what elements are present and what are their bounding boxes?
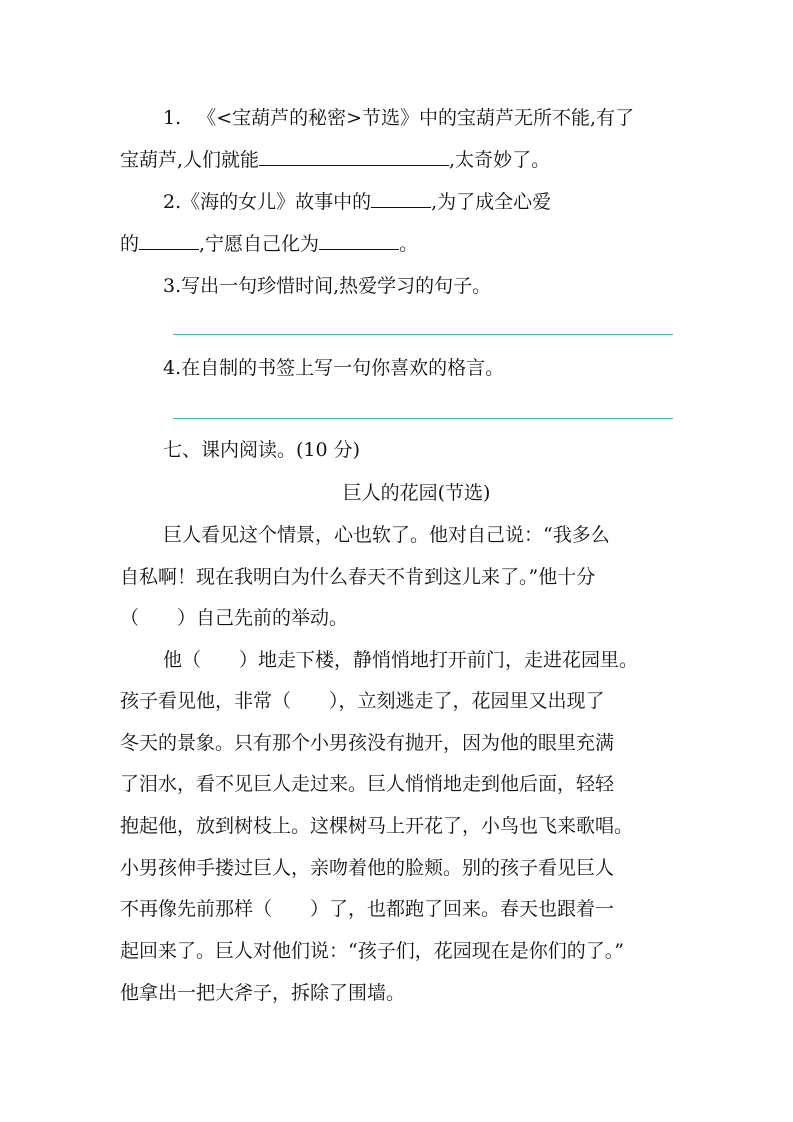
question-2-blank-1[interactable]	[371, 189, 431, 208]
passage-title: 巨人的花园(节选)	[342, 482, 491, 504]
passage-line-6: 冬天的景象。只有那个小男孩没有抛开，因为他的眼里充满	[120, 732, 615, 754]
question-1-number: 1.	[163, 107, 182, 129]
passage-line-2: 自私啊！现在我明白为什么春天不肯到这儿来了。”他十分	[120, 566, 596, 588]
question-2-blank-3[interactable]	[319, 231, 399, 250]
question-2-text-1: 2.《海的女儿》故事中的	[163, 191, 372, 213]
question-4: 4.在自制的书签上写一句你喜欢的格言。	[163, 357, 505, 379]
passage-line-10: 不再像先前那样（ ）了，也都跑了回来。春天也跟着一	[120, 898, 615, 920]
question-2-text-3: 的	[120, 233, 140, 255]
question-1-line-2	[120, 147, 550, 173]
passage-line-4: 他（ ）地走下楼，静悄悄地打开前门，走进花园里。	[163, 649, 639, 671]
question-1-text: 《<宝葫芦的秘密>节选》中的宝葫芦无所不能,有了	[197, 107, 635, 129]
question-3-answer-line[interactable]	[173, 334, 673, 335]
question-1-line-1	[163, 105, 634, 131]
passage-line-11: 起回来了。巨人对他们说：“孩子们，花园现在是你们的了。”	[120, 940, 624, 962]
question-2-text-5: 。	[399, 233, 419, 255]
passage-line-7: 了泪水，看不见巨人走过来。巨人悄悄地走到他后面，轻轻	[120, 773, 615, 795]
question-2-text-4: ,宁愿自己化为	[199, 233, 320, 255]
question-1-text-3: ,太奇妙了。	[449, 149, 551, 171]
question-1-blank[interactable]	[259, 147, 449, 166]
passage-line-8: 抱起他，放到树枝上。这棵树马上开花了，小鸟也飞来歌唱。	[120, 815, 634, 837]
passage-line-5: 孩子看见他，非常（ ），立刻逃走了，花园里又出现了	[120, 690, 605, 712]
question-2-line-2	[120, 231, 418, 257]
question-2-line-1	[163, 189, 551, 215]
question-4-answer-line[interactable]	[173, 418, 673, 419]
question-3: 3.写出一句珍惜时间,热爱学习的句子。	[163, 275, 492, 297]
question-2-text-2: ,为了成全心爱	[431, 191, 552, 213]
passage-line-9: 小男孩伸手搂过巨人，亲吻着他的脸颊。别的孩子看见巨人	[120, 857, 615, 879]
passage-line-3: （ ）自己先前的举动。	[120, 607, 349, 629]
passage-line-12: 他拿出一把大斧子，拆除了围墙。	[120, 982, 406, 1004]
question-1-text-2: 宝葫芦,人们就能	[120, 149, 260, 171]
section-7-heading: 七、课内阅读。(10 分)	[163, 439, 361, 461]
passage-line-1: 巨人看见这个情景，心也软了。他对自己说：“我多么	[163, 524, 610, 546]
question-2-blank-2[interactable]	[139, 231, 199, 250]
